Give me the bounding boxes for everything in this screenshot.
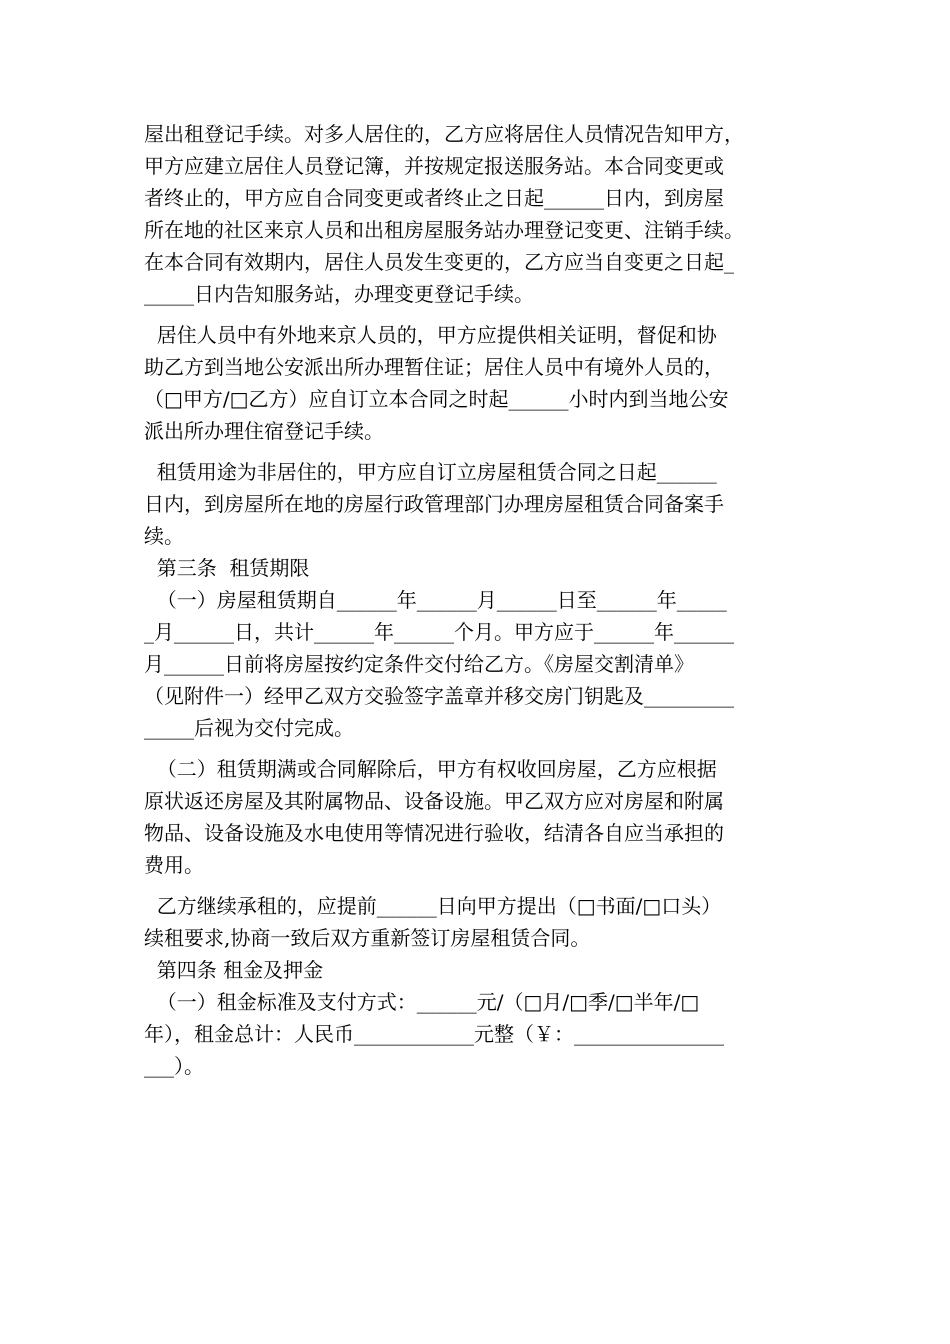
text-line: 月______日前将房屋按约定条件交付给乙方。《房屋交割清单》 <box>144 652 694 676</box>
text-line: 续。 <box>144 524 184 548</box>
text-line: 续租要求,协商一致后双方重新签订房屋租赁合同。 <box>144 926 591 950</box>
text-line: （一）租金标准及支付方式：______元/（□月/□季/□半年/□ <box>144 990 700 1014</box>
text-line: 费用。 <box>144 853 204 877</box>
text-line: 屋出租登记手续。对多人居住的，乙方应将居住人员情况告知甲方， <box>144 122 744 146</box>
text-line: 者终止的，甲方应自合同变更或者终止之日起______日内，到房屋 <box>144 186 724 210</box>
text-line: （见附件一）经甲乙双方交验签字盖章并移交房门钥匙及_________ <box>144 684 734 708</box>
text-line: （□甲方/□乙方）应自订立本合同之时起______小时内到当地公安 <box>144 387 729 411</box>
text-line: 在本合同有效期内，居住人员发生变更的，乙方应当自变更之日起_ <box>144 250 734 274</box>
text-line: 甲方应建立居住人员登记簿，并按规定报送服务站。本合同变更或 <box>144 154 724 178</box>
text-line: 第四条 租金及押金 <box>144 958 324 982</box>
text-line: （二）租赁期满或合同解除后，甲方有权收回房屋，乙方应根据 <box>144 757 717 781</box>
text-line: 物品、设备设施及水电使用等情况进行验收，结清各自应当承担的 <box>144 821 724 845</box>
text-line: _____日内告知服务站，办理变更登记手续。 <box>144 282 534 306</box>
contract-text <box>144 118 816 1082</box>
text-line: 原状返还房屋及其附属物品、设备设施。甲乙双方应对房屋和附属 <box>144 789 724 813</box>
text-line: 派出所办理住宿登记手续。 <box>144 419 384 443</box>
text-line: 居住人员中有外地来京人员的，甲方应提供相关证明，督促和协 <box>144 323 717 347</box>
text-line: 日内，到房屋所在地的房屋行政管理部门办理房屋租赁合同备案手 <box>144 492 724 516</box>
text-line: 年），租金总计：人民币____________元整（￥：_______________ <box>144 1022 724 1046</box>
text-line: _____后视为交付完成。 <box>144 716 354 740</box>
text-line: 乙方继续承租的，应提前______日向甲方提出（□书面/□口头） <box>144 894 722 918</box>
text-line: 所在地的社区来京人员和出租房屋服务站办理登记变更、注销手续。 <box>144 218 744 242</box>
text-line: 第三条 租赁期限 <box>144 556 310 580</box>
text-line: （一）房屋租赁期自______年______月______日至______年_____ <box>144 588 727 612</box>
text-line: 租赁用途为非居住的，甲方应自订立房屋租赁合同之日起______ <box>144 460 717 484</box>
text-line: ___）。 <box>144 1054 204 1078</box>
text-line: 助乙方到当地公安派出所办理暂住证；居住人员中有境外人员的， <box>144 355 724 379</box>
text-line: _月______日，共计______年______个月。甲方应于______年______ <box>144 620 734 644</box>
